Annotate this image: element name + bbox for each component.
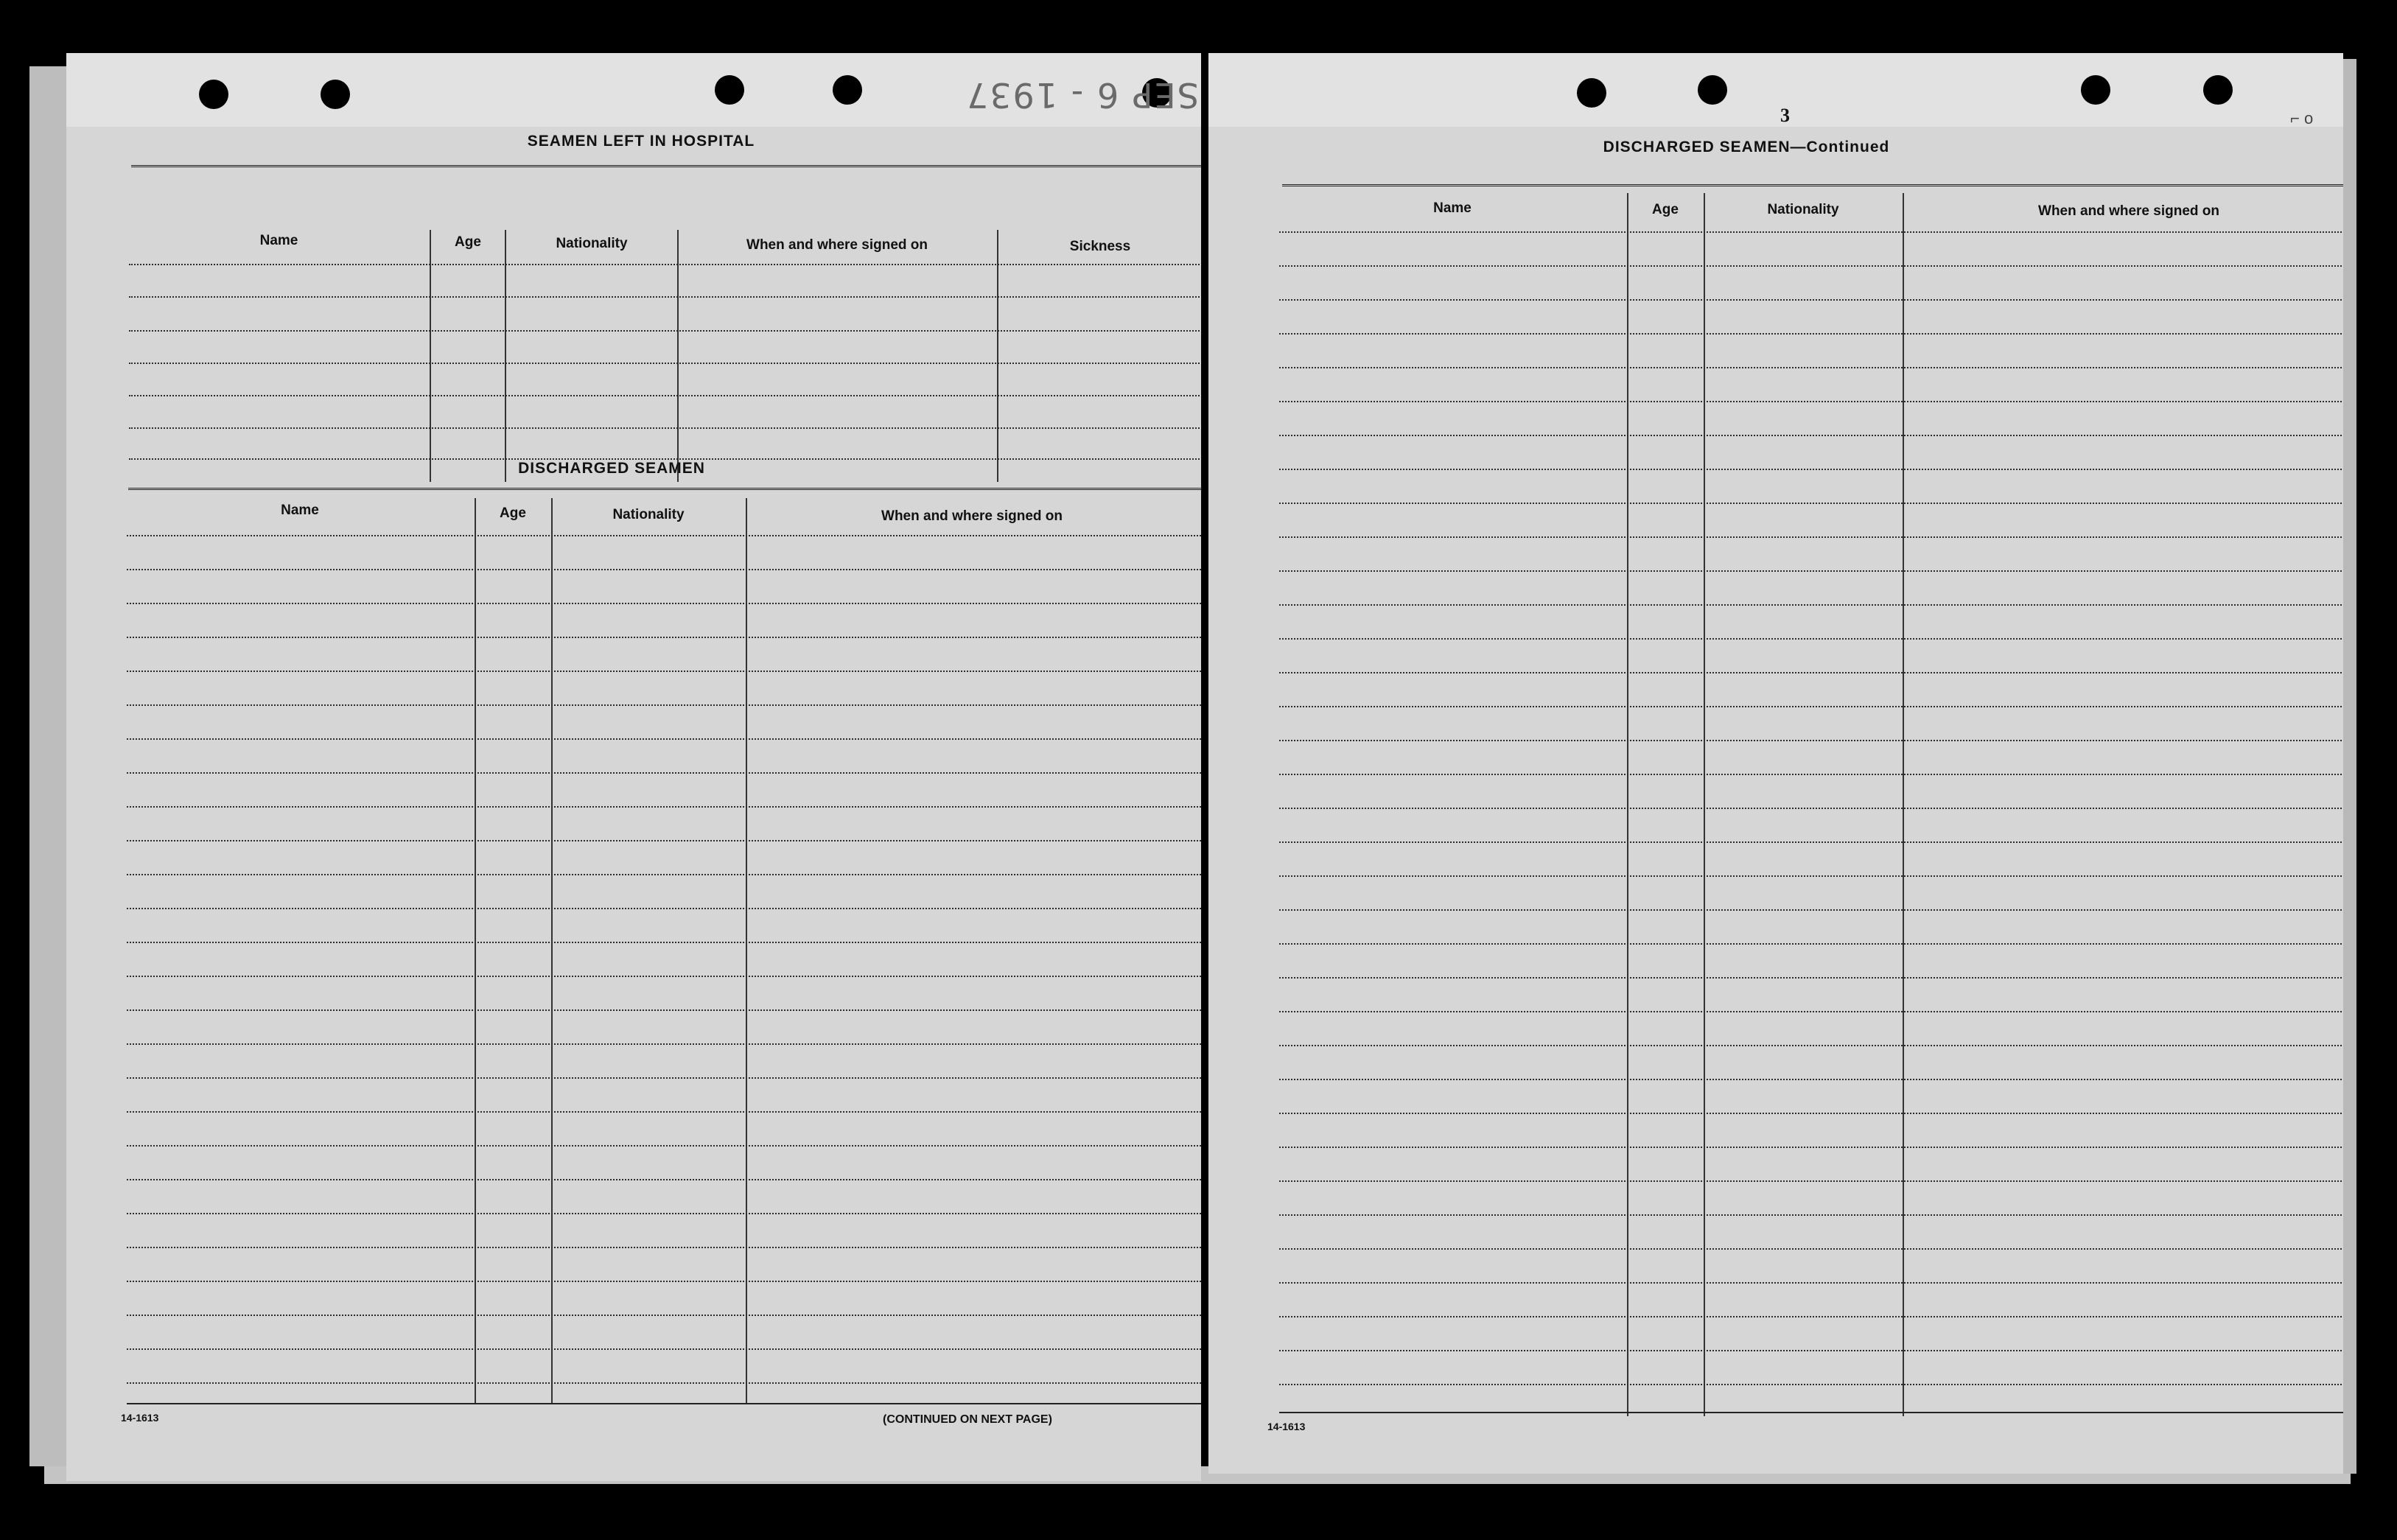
column-divider: [746, 498, 747, 1404]
col-header-name: Name: [1433, 200, 1472, 216]
punch-hole: [715, 75, 744, 105]
row-line: [127, 1145, 1201, 1147]
row-line: [1279, 943, 2343, 945]
punch-hole: [2081, 75, 2110, 105]
column-divider: [551, 498, 553, 1404]
section-rule: [128, 488, 1201, 490]
row-line: [1279, 1113, 2343, 1114]
row-line: [127, 1281, 1201, 1282]
row-line: [127, 806, 1201, 808]
column-divider: [1903, 193, 1904, 1416]
hospital-section-title: SEAMEN LEFT IN HOSPITAL: [527, 133, 755, 150]
row-line: [1279, 1147, 2343, 1148]
row-line: [1279, 1316, 2343, 1317]
hospital-table: [129, 169, 1201, 501]
row-line: [1279, 672, 2343, 673]
row-line: [1279, 1214, 2343, 1216]
col-header-age: Age: [455, 234, 481, 250]
column-divider: [475, 498, 476, 1404]
row-line: [1279, 1180, 2343, 1182]
row-line: [1279, 1079, 2343, 1080]
right-page: [1208, 53, 2343, 1474]
row-line: [1279, 909, 2343, 911]
section-rule: [131, 165, 1201, 167]
row-line: [127, 1382, 1201, 1384]
row-line: [127, 772, 1201, 774]
row-line: [1279, 875, 2343, 877]
row-line: [127, 535, 1201, 536]
row-line: [1279, 774, 2343, 775]
row-line: [1279, 333, 2343, 335]
row-line: [127, 704, 1201, 706]
section-rule: [1282, 184, 2343, 186]
page-number: 3: [1780, 105, 1790, 126]
row-line: [1279, 1282, 2343, 1284]
row-line: [127, 1111, 1201, 1113]
row-line: [1279, 977, 2343, 979]
date-stamp: SEP 6 - 1937: [965, 75, 1199, 115]
row-line: [127, 569, 1201, 570]
punch-hole: [833, 75, 862, 105]
row-line: [127, 603, 1201, 604]
row-line: [1279, 1350, 2343, 1351]
row-line: [127, 738, 1201, 740]
row-line: [1279, 401, 2343, 402]
row-line: [1279, 808, 2343, 809]
row-line: [127, 1213, 1201, 1214]
column-divider: [505, 230, 506, 482]
punch-hole: [321, 80, 350, 109]
row-line: [127, 1247, 1201, 1248]
row-line: [127, 637, 1201, 638]
punch-hole: [2203, 75, 2233, 105]
row-line: [1279, 638, 2343, 640]
row-line: [1279, 604, 2343, 606]
discharged-section-title: DISCHARGED SEAMEN: [518, 460, 705, 477]
col-header-sickness: Sickness: [1069, 239, 1131, 254]
table-bottom-rule: [127, 1403, 1201, 1404]
punch-hole: [199, 80, 228, 109]
row-line: [1279, 265, 2343, 267]
row-line: [127, 840, 1201, 841]
row-line: [1279, 299, 2343, 301]
col-header-when-where: When and where signed on: [2038, 203, 2219, 219]
form-number: 14-1613: [1267, 1421, 1306, 1432]
column-divider: [677, 230, 679, 482]
col-header-name: Name: [259, 233, 298, 248]
row-line: [1279, 1384, 2343, 1385]
table-bottom-rule: [1279, 1412, 2343, 1413]
discharged-continued-table: [1279, 189, 2343, 1412]
row-line: [127, 1348, 1201, 1350]
row-line: [127, 1315, 1201, 1316]
row-line: [127, 908, 1201, 909]
row-line: [1279, 231, 2343, 233]
row-line: [129, 363, 1201, 364]
row-line: [1279, 503, 2343, 504]
column-divider: [1627, 193, 1628, 1416]
column-divider: [1704, 193, 1705, 1416]
column-divider: [430, 230, 431, 482]
row-line: [1279, 706, 2343, 707]
row-line: [1279, 1045, 2343, 1046]
col-header-when-where: When and where signed on: [881, 508, 1063, 524]
row-line: [1279, 570, 2343, 572]
left-page: [66, 53, 1201, 1481]
punch-hole: [1577, 78, 1606, 108]
discharged-continued-title: DISCHARGED SEAMEN—Continued: [1603, 139, 1890, 155]
row-line: [129, 395, 1201, 396]
row-line: [129, 427, 1201, 429]
row-line: [127, 874, 1201, 875]
corner-mark: ⌐ o: [2290, 109, 2314, 127]
continued-note: (CONTINUED ON NEXT PAGE): [883, 1413, 1052, 1426]
row-line: [129, 264, 1201, 265]
form-number: 14-1613: [121, 1412, 159, 1424]
row-line: [1279, 469, 2343, 470]
column-divider: [997, 230, 998, 482]
row-line: [1279, 435, 2343, 436]
row-line: [1279, 1248, 2343, 1250]
row-line: [127, 976, 1201, 977]
row-line: [1279, 740, 2343, 741]
row-line: [127, 671, 1201, 672]
col-header-nationality: Nationality: [556, 236, 628, 251]
row-line: [1279, 1011, 2343, 1012]
row-line: [127, 942, 1201, 943]
row-line: [129, 296, 1201, 298]
col-header-age: Age: [1652, 202, 1679, 217]
discharged-table: [127, 492, 1201, 1472]
row-line: [1279, 367, 2343, 368]
col-header-name: Name: [281, 503, 319, 518]
col-header-nationality: Nationality: [1767, 202, 1839, 217]
row-line: [1279, 841, 2343, 843]
row-line: [127, 1077, 1201, 1079]
punch-hole: [1698, 75, 1727, 105]
row-line: [127, 1179, 1201, 1180]
torn-binding-edge: [1208, 53, 2343, 127]
col-header-when-where: When and where signed on: [746, 237, 928, 253]
col-header-age: Age: [500, 505, 526, 521]
row-line: [127, 1043, 1201, 1045]
row-line: [127, 1009, 1201, 1011]
row-line: [129, 330, 1201, 332]
col-header-nationality: Nationality: [612, 507, 685, 522]
row-line: [1279, 536, 2343, 538]
